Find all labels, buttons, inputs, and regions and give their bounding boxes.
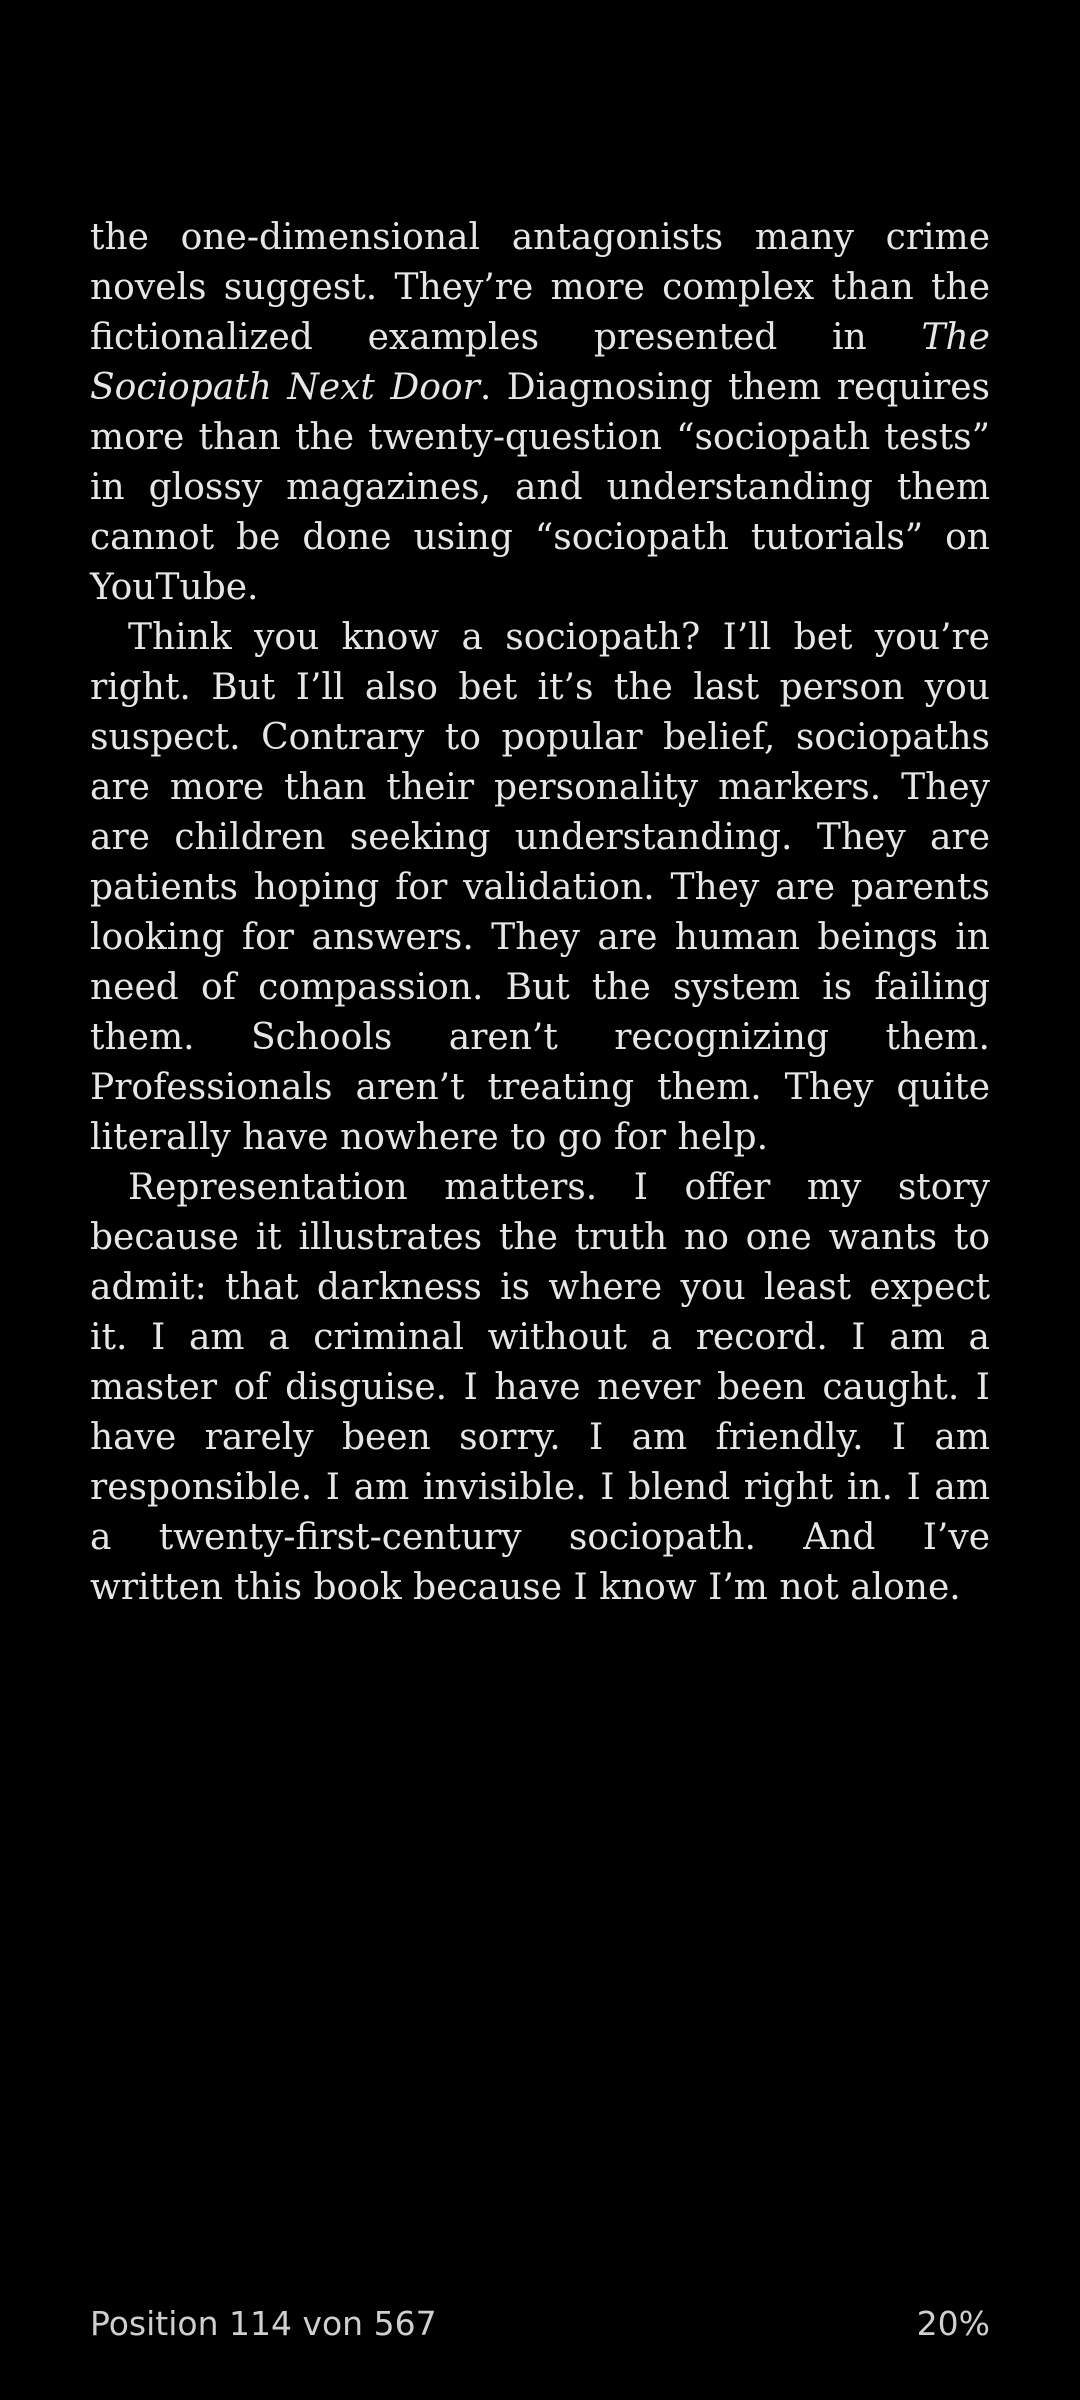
reading-progress-percent: 20% bbox=[916, 2303, 990, 2343]
paragraph-1-text-1: the one-dimensional antagonists many crime novels suggest. They’re more complex than the fictionalized examples presented in bbox=[90, 217, 990, 358]
paragraph-2 bbox=[90, 613, 990, 1163]
paragraph-3 bbox=[90, 1163, 990, 1613]
paragraph-1 bbox=[90, 213, 990, 613]
paragraph-2-text: Think you know a sociopath? I’ll bet you’re right. But I’ll also bet it’s the last person you suspect. Contrary to popular belief, sociopaths are more than their personality markers. They are children seeking understanding. They are patients hoping for validation. They are parents looking for answers. They are human beings in need of compassion. But the system is failing them. Schools aren’t recognizing them. Professionals aren’t treating them. They quite literally have nowhere to go for help. bbox=[90, 617, 990, 1158]
paragraph-1-text-2: . Diagnosing them requires more than the twenty-question “sociopath tests” in glossy magazines, and understanding them cannot be done using “sociopath tutorials” on YouTube. bbox=[90, 367, 991, 608]
location-indicator[interactable]: Position 114 von 567 bbox=[90, 2303, 437, 2343]
reader-page[interactable] bbox=[90, 213, 990, 1613]
reader-footer bbox=[90, 2298, 990, 2348]
book-title-italic: The Sociopath Next Door bbox=[90, 317, 990, 408]
paragraph-3-text: Representation matters. I offer my story because it illustrates the truth no one wants to admit: that darkness is where you least expect it. I am a criminal without a record. I am a master of disguise. I have never been caught. I have rarely been sorry. I am friendly. I am responsible. I am invisible. I blend right in. I am a twenty-first-century sociopath. And I’ve written this book because I know I’m not alone. bbox=[90, 1167, 990, 1608]
